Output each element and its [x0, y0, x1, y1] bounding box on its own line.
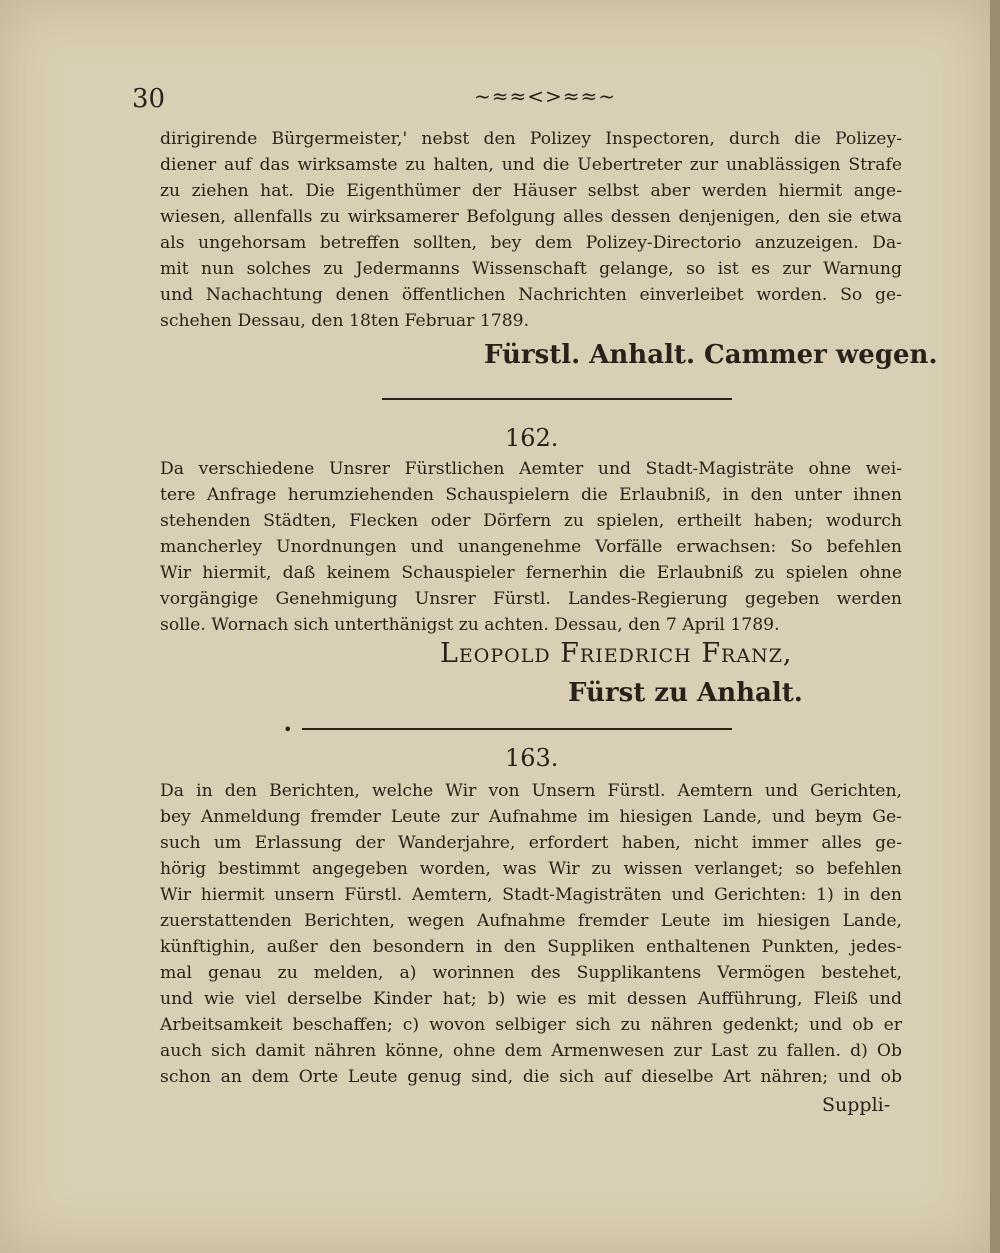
section-number-162: 162.	[505, 424, 559, 452]
text-line: zuerstattenden Berichten, wegen Aufnahme fremder Leute im hiesigen Lande,	[160, 911, 902, 931]
text-line: wiesen, allenfalls zu wirksamerer Befolgung alles dessen denjenigen, den sie etwa	[160, 207, 902, 227]
catchword: Suppli-	[822, 1094, 891, 1116]
text-line: hörig bestimmt angegeben worden, was Wir zu wissen verlanget; so befehlen	[160, 859, 902, 879]
prince-title-signature: Fürst zu Anhalt.	[568, 678, 803, 708]
header-ornament: ~≈≈<>≈≈~	[474, 84, 617, 108]
text-line: dirigirende Bürgermeister,' nebst den Polizey Inspectoren, durch die Polizey-	[160, 129, 902, 149]
text-line: schon an dem Orte Leute genug sind, die sich auf dieselbe Art nähren; und ob	[160, 1067, 902, 1087]
text-line: künftighin, außer den besondern in den Suppliken enthaltenen Punkten, jedes-	[160, 937, 902, 957]
text-line: solle. Wornach sich unterthänigst zu achten. Dessau, den 7 April 1789.	[160, 615, 780, 635]
text-line: und wie viel derselbe Kinder hat; b) wie es mit dessen Aufführung, Fleiß und	[160, 989, 902, 1009]
text-line: Da verschiedene Unsrer Fürstlichen Aemter und Stadt-Magisträte ohne wei-	[160, 459, 902, 479]
text-line: mancherley Unordnungen und unangenehme Vorfälle erwachsen: So befehlen	[160, 537, 902, 557]
dot-mark: •	[283, 720, 293, 739]
section-divider	[382, 398, 732, 400]
text-line: schehen Dessau, den 18ten Februar 1789.	[160, 311, 530, 331]
text-line: Da in den Berichten, welche Wir von Unsern Fürstl. Aemtern und Gerichten,	[160, 781, 902, 801]
continuation-paragraph	[160, 126, 902, 334]
page-edge	[990, 0, 1000, 1253]
text-line: auch sich damit nähren könne, ohne dem Armenwesen zur Last zu fallen. d) Ob	[160, 1041, 902, 1061]
text-line: Arbeitsamkeit beschaffen; c) wovon selbiger sich zu nähren gedenkt; und ob er	[160, 1015, 902, 1035]
text-line: und Nachachtung denen öffentlichen Nachrichten einverleibet worden. So ge-	[160, 285, 902, 305]
text-line: diener auf das wirksamste zu halten, und die Uebertreter zur unablässigen Strafe	[160, 155, 902, 175]
section-divider	[302, 728, 732, 730]
text-line: mit nun solches zu Jedermanns Wissenschaft gelange, so ist es zur Warnung	[160, 259, 902, 279]
page-number: 30	[132, 84, 166, 114]
section-number-163: 163.	[505, 744, 559, 772]
text-line: Wir hiermit, daß keinem Schauspieler fernerhin die Erlaubniß zu spielen ohne	[160, 563, 902, 583]
section-162-paragraph	[160, 456, 902, 638]
text-line: tere Anfrage herumziehenden Schauspielern die Erlaubniß, in den unter ihnen	[160, 485, 902, 505]
text-line: als ungehorsam betreffen sollten, bey dem Polizey-Directorio anzuzeigen. Da-	[160, 233, 902, 253]
chamber-signature: Fürstl. Anhalt. Cammer wegen.	[484, 340, 938, 370]
section-163-paragraph	[160, 778, 902, 1090]
text-line: Wir hiermit unsern Fürstl. Aemtern, Stadt-Magisträten und Gerichten: 1) in den	[160, 885, 902, 905]
text-line: stehenden Städten, Flecken oder Dörfern zu spielen, ertheilt haben; wodurch	[160, 511, 902, 531]
text-line: mal genau zu melden, a) worinnen des Supplikantens Vermögen bestehet,	[160, 963, 902, 983]
text-line: zu ziehen hat. Die Eigenthümer der Häuser selbst aber werden hiermit ange-	[160, 181, 902, 201]
text-line: bey Anmeldung fremder Leute zur Aufnahme im hiesigen Lande, und beym Ge-	[160, 807, 902, 827]
text-line: such um Erlassung der Wanderjahre, erfordert haben, nicht immer alles ge-	[160, 833, 902, 853]
text-line: vorgängige Genehmigung Unsrer Fürstl. Landes-Regierung gegeben werden	[160, 589, 902, 609]
prince-name-signature: Leopold Friedrich Franz,	[440, 638, 793, 669]
